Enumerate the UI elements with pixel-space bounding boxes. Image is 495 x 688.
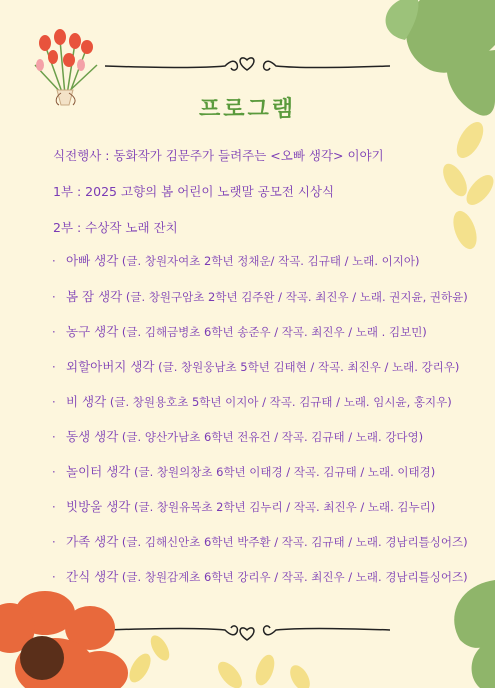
list-item: · 비 생각 (글. 창원용호초 5학년 이지아 / 작곡. 김규태 / 노래. 임시윤, 홍지우) (52, 394, 452, 409)
part-2: 2부 : 수상작 노래 잔치 (53, 220, 178, 235)
list-item: · 빗방울 생각 (글. 창원유목초 2학년 김누리 / 작곡. 최진우 / 노래. 김누리) (52, 499, 436, 514)
leaf-icon (425, 580, 495, 688)
part-1: 1부 : 2025 고향의 봄 어린이 노랫말 공모전 시상식 (53, 184, 335, 199)
leaf-icon (215, 640, 315, 688)
list-item: · 외할아버지 생각 (글. 창원웅남초 5학년 김태현 / 작곡. 최진우 / 노래. 강리우) (52, 359, 460, 374)
heart-divider-icon (105, 52, 390, 76)
list-item: · 동생 생각 (글. 양산가남초 6학년 전유건 / 작곡. 김규태 / 노래. 강다영) (52, 429, 424, 444)
list-item: · 간식 생각 (글. 창원감계초 6학년 강리우 / 작곡. 최진우 / 노래. 경남리틀싱어즈) (52, 569, 468, 584)
page-title: 프로그램 (198, 97, 296, 122)
list-item: · 놀이터 생각 (글. 창원의창초 6학년 이태경 / 작곡. 김규태 / 노래. 이태경) (52, 464, 436, 479)
list-item: · 농구 생각 (글. 김해금병초 6학년 송준우 / 작곡. 최진우 / 노래 . 김보민) (52, 324, 427, 339)
opening-event: 식전행사 : 동화작가 김문주가 들려주는 <오빠 생각> 이야기 (53, 148, 384, 163)
leaf-icon (430, 120, 495, 260)
list-item: · 가족 생각 (글. 김해신안초 6학년 박주환 / 작곡. 김규태 / 노래. 경남리틀싱어즈) (52, 534, 468, 549)
flower-icon (0, 588, 170, 688)
list-item: · 봄 잠 생각 (글. 창원구암초 2학년 김주완 / 작곡. 최진우 / 노래. 권지윤, 권하윤) (52, 289, 468, 304)
list-item: · 아빠 생각 (글. 창원자여초 2학년 정채운/ 작곡. 김규태 / 노래. 이지아) (52, 253, 420, 268)
